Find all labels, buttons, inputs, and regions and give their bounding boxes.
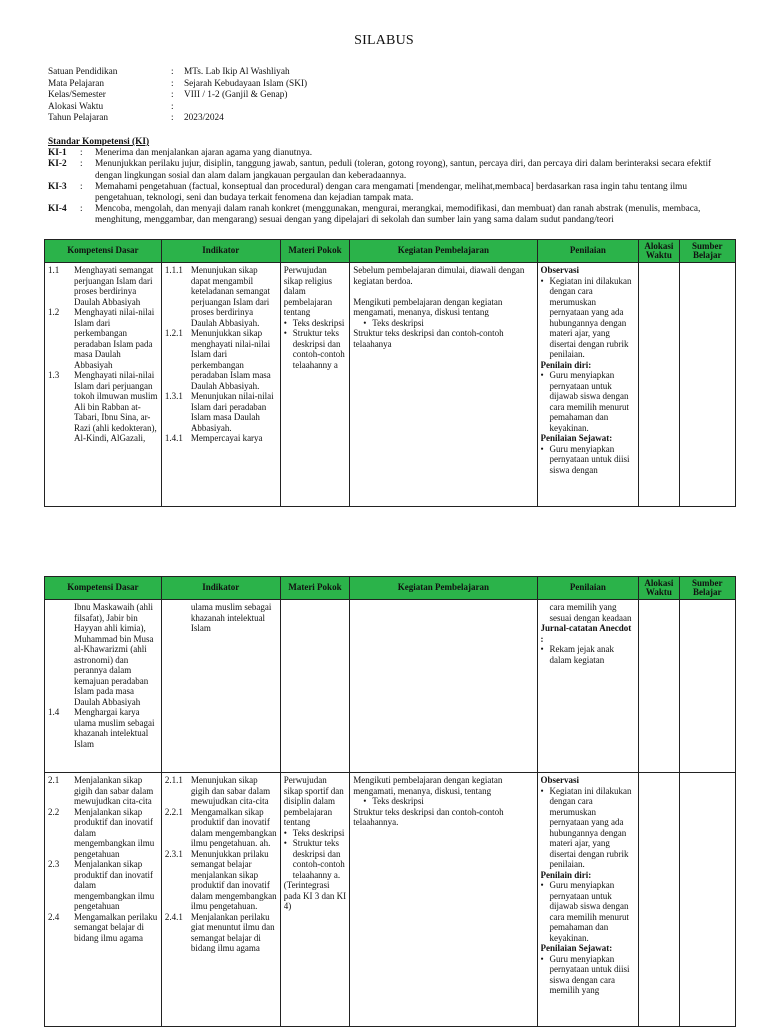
ki-separator: : <box>80 159 83 170</box>
info-separator: : <box>171 67 174 77</box>
penilaian-list <box>541 276 636 360</box>
kegiatan-para: Mengikuti pembelajaran dengan kegiatan mengamati, menanya, diskusi, tentang <box>353 775 503 796</box>
penilaian-list <box>541 370 636 433</box>
ki-text: Memahami pengetahuan (factual, konseptual dan procedural) dengan cara mengamati [mendengar, melihat,membaca] berdasarkan rasa ingin tahu tentang ilmu pengetahuan, teknologi, seni dan budaya terkait fenomena dan kejadian tampak mata. <box>95 181 688 204</box>
penilaian-bullet <box>541 954 636 996</box>
silabus-table-2 <box>44 576 736 1027</box>
header-penilaian: Penilaian <box>537 240 639 263</box>
indikator-cell <box>161 600 280 773</box>
indikator-cell <box>161 773 280 1027</box>
ki-separator: : <box>80 204 83 215</box>
penilaian-continuation: cara memilih yang sesuai dengan keadaan <box>549 602 632 623</box>
penilaian-bullet <box>541 880 636 943</box>
kd-continuation: Ibnu Maskawaih (ahli filsafat), Jabir bin Hayyan ahli kimia), Muhammad bin Musa al-Khawarizmi (ahli astronomi) dan perannya dalam kemajuan peradaban Islam pada masa Daulah Abbasiyah <box>74 602 154 707</box>
info-value: MTs. Lab Ikip Al Washliyah <box>184 67 290 77</box>
ki-code: KI-1 <box>48 148 67 159</box>
indikator-text: Menjalankan perilaku giat menuntut ilmu dan semangat belajar di bidang ilmu agama <box>190 911 275 953</box>
kd-text: Menghayati nilai-nilai Islam dari perkembangan peradaban Islam pada masa Daulah Abbasiyah <box>74 307 155 370</box>
header-sumber: Sumber Belajar <box>679 577 735 600</box>
indikator-number: 1.4.1 <box>164 433 183 443</box>
kd-number: 2.1 <box>48 775 60 785</box>
kd-item <box>48 859 158 912</box>
materi-cell <box>280 600 350 773</box>
ki-item <box>48 148 736 159</box>
kegiatan-cell: Sebelum pembelajaran dimulai, diawali dengan kegiatan berdoa. Mengikuti pembelajaran dengan kegiatan mengamati, menanya, diskusi tentang • Teks deskripsi Struktur teks deskripsi dan contoh-contoh telaahanya <box>350 263 537 507</box>
bullet-icon: • <box>540 443 544 454</box>
penilaian-list <box>541 880 636 943</box>
ki-item <box>48 204 736 226</box>
kd-number: 2.4 <box>48 911 60 922</box>
ki-heading: Standar Kompetensi (KI) <box>48 137 150 147</box>
ki-code: KI-2 <box>48 159 67 170</box>
kegiatan-cell: Mengikuti pembelajaran dengan kegiatan mengamati, menanya, diskusi, tentang • Teks deskripsi Struktur teks deskripsi dan contoh-contoh telaahannya. <box>350 773 537 1027</box>
kegiatan-para: Struktur teks deskripsi dan contoh-contoh telaahanya <box>353 328 504 349</box>
info-label: Kelas/Semester <box>48 90 106 100</box>
penilaian-bullet-text: Guru menyiapkan pernyataan untuk dijawab siswa dengan cara memilih menurut pemahaman dan keyakinan. <box>549 370 630 433</box>
kd-number: 1.2 <box>48 307 60 317</box>
ki-text: Menunjukkan perilaku jujur, disiplin, tanggung jawab, santun, peduli (toleran, gotong royong), santun, percaya diri, dan percaya diri dalam berinteraksi secara efektif dengan lingkungan sosial dan alam dalam jangkauan pergaulan dan keberadaannya. <box>95 159 712 181</box>
kegiatan-bullet: Teks deskripsi <box>372 317 424 328</box>
penilaian-list <box>541 444 636 476</box>
info-block <box>48 67 307 125</box>
penilaian-bullet <box>541 370 636 433</box>
kd-cell <box>45 773 162 1027</box>
penilaian-list <box>541 786 636 870</box>
materi-cell <box>280 773 350 1027</box>
penilaian-heading: Observasi <box>540 265 580 275</box>
indikator-text: Menunjukan sikap gigih dan sabar dalam mewujudkan cita-cita <box>190 775 271 806</box>
indikator-item <box>165 775 277 807</box>
penilaian-bullet <box>541 786 636 870</box>
materi-cell <box>280 263 350 507</box>
kd-text: Menghayati semangat perjuangan Islam dari proses berdirinya Daulah Abbasiyah <box>74 265 154 307</box>
info-separator: : <box>171 78 174 89</box>
ki-text: Menerima dan menjalankan ajaran agama yang dianutnya. <box>95 148 313 159</box>
info-row <box>48 90 307 102</box>
kd-number: 2.2 <box>48 806 60 817</box>
materi-bullet <box>284 838 347 880</box>
materi-bullet <box>284 328 347 370</box>
materi-bullet-text: Struktur teks deskripsi dan contoh-contoh telaahanny a <box>292 328 345 370</box>
header-kd: Kompetensi Dasar <box>45 577 162 600</box>
jurnal-heading: Jurnal-catatan Anecdot : <box>540 623 632 644</box>
kd-item <box>48 912 158 944</box>
bullet-icon: • <box>540 785 544 796</box>
table-header-row <box>45 577 736 600</box>
materi-bullet-text: Teks deskripsi <box>292 317 345 328</box>
indikator-number: 2.4.1 <box>164 911 183 922</box>
kegiatan-para: Struktur teks deskripsi dan contoh-contoh telaahannya. <box>353 806 504 827</box>
jurnal-bullet: Rekam jejak anak dalam kegiatan <box>549 644 615 665</box>
alokasi-cell <box>639 773 679 1027</box>
kd-item <box>48 307 158 370</box>
kd-item <box>48 775 158 807</box>
penilaian-heading: Penilaian Sejawat: <box>540 433 613 443</box>
kd-cell <box>45 263 162 507</box>
penilaian-cell: cara memilih yang sesuai dengan keadaan Jurnal-catatan Anecdot : • Rekam jejak anak dalam kegiatan <box>537 600 639 773</box>
indikator-text: Menunjukkan sikap menghayati nilai-nilai Islam dari perkembangan peradaban Islam masa Daulah Abbasiyah. <box>190 328 271 391</box>
materi-intro: Perwujudan sikap religius dalam pembelajaran tentang <box>283 265 333 317</box>
alokasi-cell <box>639 263 679 507</box>
kd-number: 1.4 <box>48 707 60 717</box>
kegiatan-bullet: Teks deskripsi <box>372 796 424 806</box>
kegiatan-para: Mengikuti pembelajaran dengan kegiatan mengamati, menanya, diskusi tentang <box>353 296 503 317</box>
header-indikator: Indikator <box>161 577 280 600</box>
kd-text: Menghargai karya ulama muslim sebagai khazanah intelektual Islam <box>74 707 155 749</box>
header-alokasi: Alokasi Waktu <box>639 240 679 263</box>
penilaian-bullet <box>541 276 636 360</box>
bullet-icon: • <box>540 880 544 890</box>
alokasi-cell <box>639 600 679 773</box>
header-kd: Kompetensi Dasar <box>45 240 162 263</box>
penilaian-heading: Penilain diri: <box>540 869 592 880</box>
info-value: VIII / 1-2 (Ganjil & Genap) <box>184 90 288 100</box>
header-kegiatan: Kegiatan Pembelajaran <box>350 240 537 263</box>
table-row <box>45 773 736 1027</box>
penilaian-heading: Observasi <box>540 775 580 785</box>
info-row <box>48 67 307 79</box>
penilaian-bullet-text: Guru menyiapkan pernyataan untuk diisi siswa dengan cara memilih yang <box>549 953 630 995</box>
penilaian-heading: Penilaian Sejawat: <box>540 943 613 953</box>
kd-item <box>48 807 158 860</box>
document-title: SILABUS <box>354 33 414 48</box>
info-label: Mata Pelajaran <box>48 78 105 89</box>
indikator-number: 2.3.1 <box>164 848 183 859</box>
materi-bullet <box>284 828 347 839</box>
table-header-row <box>45 240 736 263</box>
header-indikator: Indikator <box>161 240 280 263</box>
bullet-icon: • <box>540 953 544 964</box>
materi-bullet-text: Teks deskripsi <box>292 827 345 838</box>
info-value: 2023/2024 <box>184 113 224 123</box>
materi-bullet-text: Struktur teks deskripsi dan contoh-contoh telaahanny a. <box>292 838 345 880</box>
indikator-number: 2.2.1 <box>164 806 183 817</box>
header-materi: Materi Pokok <box>280 577 350 600</box>
indikator-item <box>165 328 277 391</box>
table-row <box>45 263 736 507</box>
kd-item <box>48 265 158 307</box>
info-label: Satuan Pendidikan <box>48 67 118 77</box>
indikator-item <box>165 433 277 444</box>
info-label: Alokasi Waktu <box>48 101 104 112</box>
indikator-number: 1.3.1 <box>164 391 183 401</box>
sumber-cell <box>679 600 735 773</box>
kegiatan-cell <box>350 600 537 773</box>
penilaian-list <box>541 954 636 996</box>
indikator-item <box>165 849 277 912</box>
kd-text: Menjalankan sikap produktif dan inovatif dalam mengembangkan ilmu pengetahuan <box>74 806 155 859</box>
indikator-text: Menunjukan nilai-nilai Islam dari peradaban Islam masa Daulah Abbasiyah. <box>190 391 274 433</box>
kd-text: Menjalankan sikap produktif dan inovatif dalam mengembangkan ilmu pengetahuan <box>74 859 155 911</box>
indikator-number: 2.1.1 <box>164 775 183 785</box>
info-label: Tahun Pelajaran <box>48 113 109 123</box>
ki-item <box>48 159 736 181</box>
info-value: Sejarah Kebudayaan Islam (SKI) <box>184 78 308 89</box>
bullet-icon: • <box>540 275 544 286</box>
penilaian-bullet-text: Guru menyiapkan pernyataan untuk dijawab siswa dengan cara memilih menurut pemahaman dan keyakinan. <box>549 880 630 943</box>
info-row <box>48 79 307 91</box>
indikator-item <box>165 391 277 433</box>
materi-bullet <box>284 318 347 329</box>
header-kegiatan: Kegiatan Pembelajaran <box>350 577 537 600</box>
standar-kompetensi <box>48 137 736 227</box>
ki-code: KI-4 <box>48 204 67 215</box>
indikator-number: 1.2.1 <box>164 328 183 338</box>
indikator-continuation: ulama muslim sebagai khazanah intelektual Islam <box>190 602 272 633</box>
ki-code: KI-3 <box>48 181 67 192</box>
indikator-text: Mempercayai karya <box>190 433 263 443</box>
kegiatan-para: Sebelum pembelajaran dimulai, diawali dengan kegiatan berdoa. <box>353 265 525 286</box>
bullet-icon: • <box>283 317 287 328</box>
penilaian-bullet <box>541 444 636 476</box>
bullet-icon: • <box>283 328 287 338</box>
kd-item <box>48 370 158 444</box>
ki-separator: : <box>80 181 83 192</box>
info-separator: : <box>171 90 174 100</box>
penilaian-bullet-text: Kegiatan ini dilakukan dengan cara merumuskan pernyataan yang ada hubungannya dengan materi ajar, yang disertai dengan rubrik penilaian. <box>549 275 632 359</box>
indikator-number: 1.1.1 <box>164 265 183 275</box>
header-sumber: Sumber Belajar <box>679 240 735 263</box>
penilaian-bullet-text: Kegiatan ini dilakukan dengan cara merumuskan pernyataan yang ada hubungannya dengan materi ajar, yang disertai dengan rubrik penilaian. <box>549 785 632 869</box>
indikator-text: Mengamalkan sikap produktif dan inovatif dalam mengembangkan ilmu pengetahuan. ah. <box>190 806 277 848</box>
ki-text: Mencoba, mengolah, dan menyaji dalam ranah konkret (menggunakan, mengurai, merangkai, memodifikasi, dan membuat) dan ranah abstrak (menulis, membaca, menghitung, menggambar, dan mengarang) sesuai dengan yang dipelajari di sekolah dan sumber lain yang sama dalam sudut pandang/teori <box>95 204 701 226</box>
indikator-cell <box>161 263 280 507</box>
header-alokasi: Alokasi Waktu <box>639 577 679 600</box>
indikator-item <box>165 807 277 849</box>
kd-number: 1.1 <box>48 265 60 275</box>
info-row <box>48 113 307 125</box>
kd-number: 2.3 <box>48 859 60 869</box>
header-materi: Materi Pokok <box>280 240 350 263</box>
kd-text: Menjalankan sikap gigih dan sabar dalam mewujudkan cita-cita <box>74 775 154 806</box>
penilaian-cell <box>537 263 639 507</box>
penilaian-bullet-text: Guru menyiapkan pernyataan untuk diisi siswa dengan <box>549 443 630 475</box>
bullet-icon: • <box>540 370 544 380</box>
info-row <box>48 102 307 114</box>
silabus-table-1 <box>44 239 736 507</box>
ki-separator: : <box>80 148 83 159</box>
indikator-text: Menunjukkan prilaku semangat belajar menjalankan sikap produktif dan inovatif dalam mengembangkan ilmu pengetahuan. <box>190 848 277 911</box>
table-row <box>45 600 736 773</box>
indikator-item <box>165 265 277 328</box>
materi-intro: Perwujudan sikap sportif dan disiplin dalam pembelajaran tentang <box>283 775 344 827</box>
kd-text: Menghayati nilai-nilai Islam dari perjuangan tokoh ilmuwan muslim Ali bin Rabban at-Tabari, Ibnu Sina, ar-Razi (ahli kedokteran), Al-Kindi, AlGazali, <box>74 370 158 443</box>
sumber-cell <box>679 773 735 1027</box>
penilaian-cell <box>537 773 639 1027</box>
kd-text: Mengamalkan perilaku semangat belajar di bidang ilmu agama <box>74 911 158 943</box>
header-penilaian: Penilaian <box>537 577 639 600</box>
ki-list <box>48 148 736 226</box>
bullet-icon: • <box>283 838 287 848</box>
sumber-cell <box>679 263 735 507</box>
kd-cell <box>45 600 162 773</box>
materi-note: (Terintegrasi pada KI 3 dan KI 4) <box>283 880 347 911</box>
kd-number: 1.3 <box>48 370 60 380</box>
penilaian-heading: Penilain diri: <box>540 359 592 370</box>
info-separator: : <box>171 101 174 112</box>
bullet-icon: • <box>283 827 287 838</box>
indikator-text: Menunjukan sikap dapat mengambil keteladanan semangat perjuangan Islam dari proses berdirinya Daulah Abbasiyah. <box>190 265 271 328</box>
indikator-item <box>165 912 277 954</box>
ki-item <box>48 182 736 204</box>
info-separator: : <box>171 113 174 123</box>
